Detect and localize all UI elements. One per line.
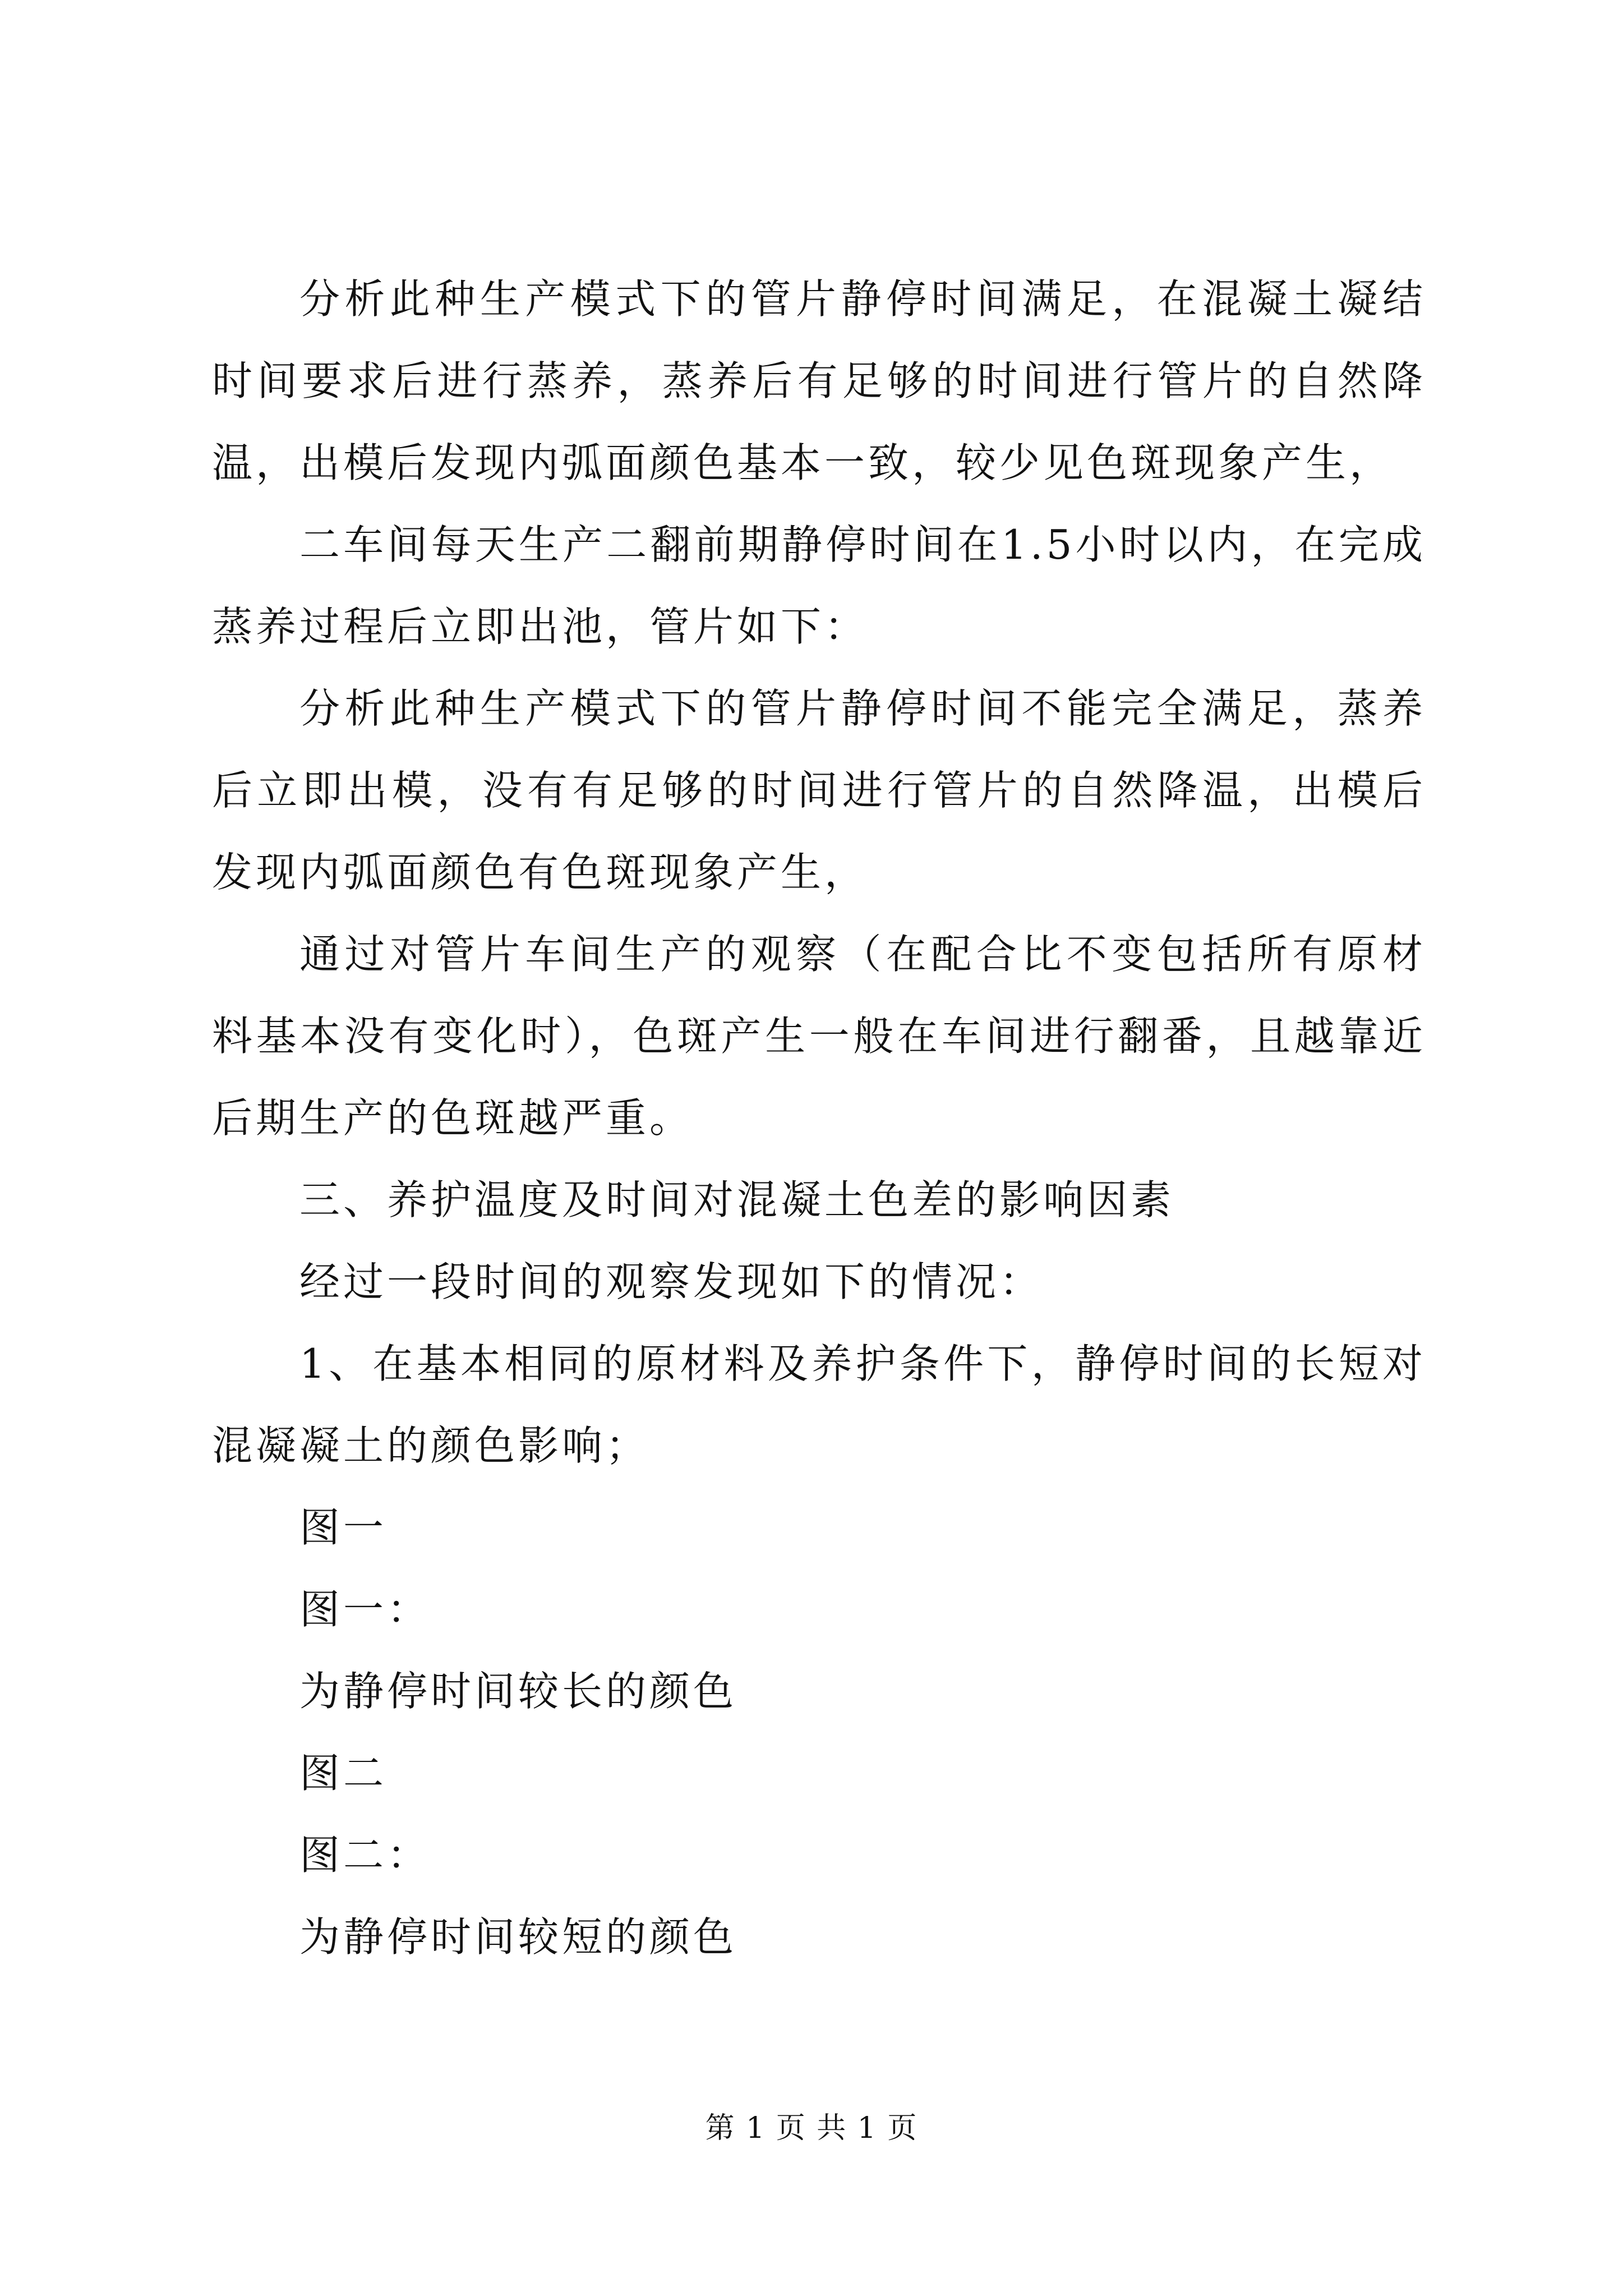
figure-caption-title: 图一： bbox=[299, 1586, 431, 1633]
paragraph: 分析此种生产模式下的管片静停时间满足，在混凝土凝结时间要求后进行蒸养，蒸养后有足够的时间进行管片的自然降温，出模后发现内弧面颜色基本一致，较少见色斑现象产生， bbox=[212, 275, 1426, 486]
figure-label: 图二 bbox=[299, 1750, 388, 1797]
figure-label: 图一 bbox=[299, 1504, 388, 1551]
section-heading: 三、养护温度及时间对混凝土色差的影响因素 bbox=[299, 1176, 1175, 1223]
paragraph: 通过对管片车间生产的观察（在配合比不变包括所有原材料基本没有变化时），色斑产生一般在车间进行翻番，且越靠近后期生产的色斑越严重。 bbox=[212, 931, 1426, 1142]
paragraph: 分析此种生产模式下的管片静停时间不能完全满足，蒸养后立即出模，没有有足够的时间进行管片的自然降温，出模后发现内弧面颜色有色斑现象产生， bbox=[212, 685, 1426, 896]
figure-caption: 为静停时间较短的颜色 bbox=[299, 1913, 737, 1961]
figure-caption: 为静停时间较长的颜色 bbox=[299, 1668, 737, 1715]
paragraph: 经过一段时间的观察发现如下的情况： bbox=[299, 1258, 1044, 1305]
paragraph: 二车间每天生产二翻前期静停时间在1.5小时以内，在完成蒸养过程后立即出池，管片如下： bbox=[212, 521, 1426, 650]
document-body bbox=[212, 258, 1426, 1978]
page-footer: 第 1 页 共 1 页 bbox=[705, 2111, 918, 2145]
paragraph: 1、在基本相同的原材料及养护条件下，静停时间的长短对混凝凝土的颜色影响； bbox=[212, 1340, 1426, 1469]
figure-caption-title: 图二： bbox=[299, 1832, 431, 1879]
